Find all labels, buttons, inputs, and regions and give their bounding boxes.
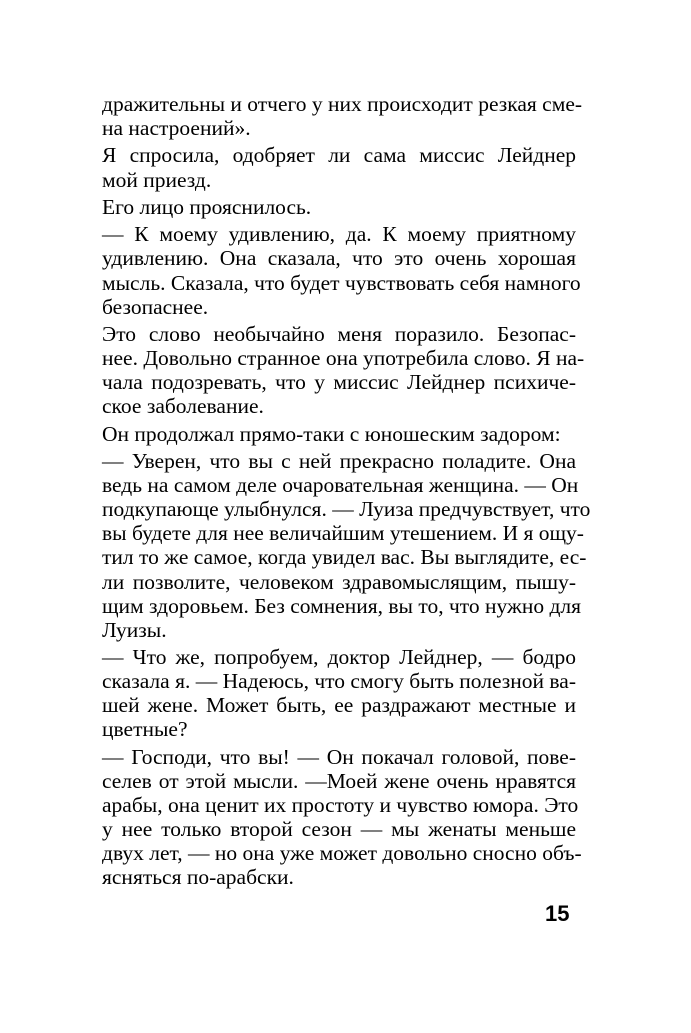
paragraph [102,195,576,219]
text-line: удивлению. Она сказала, что это очень хорошая [102,246,576,271]
paragraph [102,92,583,141]
text-line: мысль. Сказала, что будет чувствовать себя намного [102,270,581,295]
text-line: вы будете для нее величайшим утешением. И я ощу- [102,521,584,546]
text-line: Луизы. [102,617,167,642]
text-line: Он продолжал прямо-таки с юношеским задором: [102,421,561,446]
text-line: арабы, она ценит их простоту и чувство юмора. Это [102,793,579,817]
text-line: Это слово необычайно меня поразило. Безопас- [102,322,576,347]
paragraph [102,645,576,741]
text-line: ли позволите, человеком здравомыслящим, пышу- [102,569,576,594]
text-line: сказала я. — Надеюсь, что смогу быть полезной ва- [102,669,576,694]
text-line: мой приезд. [102,167,212,192]
page-number: 15 [545,901,570,926]
paragraph [102,143,576,191]
text-line: — Уверен, что вы с ней прекрасно поладите. Она [102,449,576,474]
text-line: — Что же, попробуем, доктор Лейднер, — бодро [102,645,576,670]
text-line: Его лицо прояснилось. [102,194,312,219]
text-line: цветные? [102,717,188,742]
text-line: селев от этой мысли. —Моей жене очень нравятся [102,768,576,793]
text-line: двух лет, — но она уже может довольно сносно объ- [102,841,582,866]
text-line: ведь на самом деле очаровательная женщина. — Он [102,473,579,498]
paragraph [102,422,576,446]
text-line: тил то же самое, когда увидел вас. Вы выглядите, ес- [102,545,587,570]
text-line: нее. Довольно странное она употребила слово. Я на- [102,346,585,371]
paragraph [102,322,585,419]
text-line: чала подозревать, что у миссис Лейднер психиче- [102,370,576,395]
text-line: ское заболевание. [102,394,264,419]
text-line: — К моему удивлению, да. К моему приятному [102,222,576,247]
text-line: шей жене. Может быть, ее раздражают местные и [102,693,576,718]
paragraph [102,449,591,642]
text-line: щим здоровьем. Без сомнения, вы то, что нужно для [102,593,582,618]
body-text [102,92,591,893]
text-line: ясняться по-арабски. [102,865,294,890]
text-line: дражительны и отчего у них происходит резкая сме- [102,92,583,116]
paragraph [102,744,582,890]
text-line: у нее только второй сезон — мы женаты меньше [102,817,576,842]
text-line: — Господи, что вы! — Он покачал головой, пове- [102,744,576,769]
text-line: безопаснее. [102,294,209,319]
paragraph [102,222,581,319]
text-line: на настроений». [102,116,251,141]
text-line: подкупающе улыбнулся. — Луиза предчувствует, что [102,497,591,522]
text-line: Я спросила, одобряет ли сама миссис Лейднер [102,143,576,168]
